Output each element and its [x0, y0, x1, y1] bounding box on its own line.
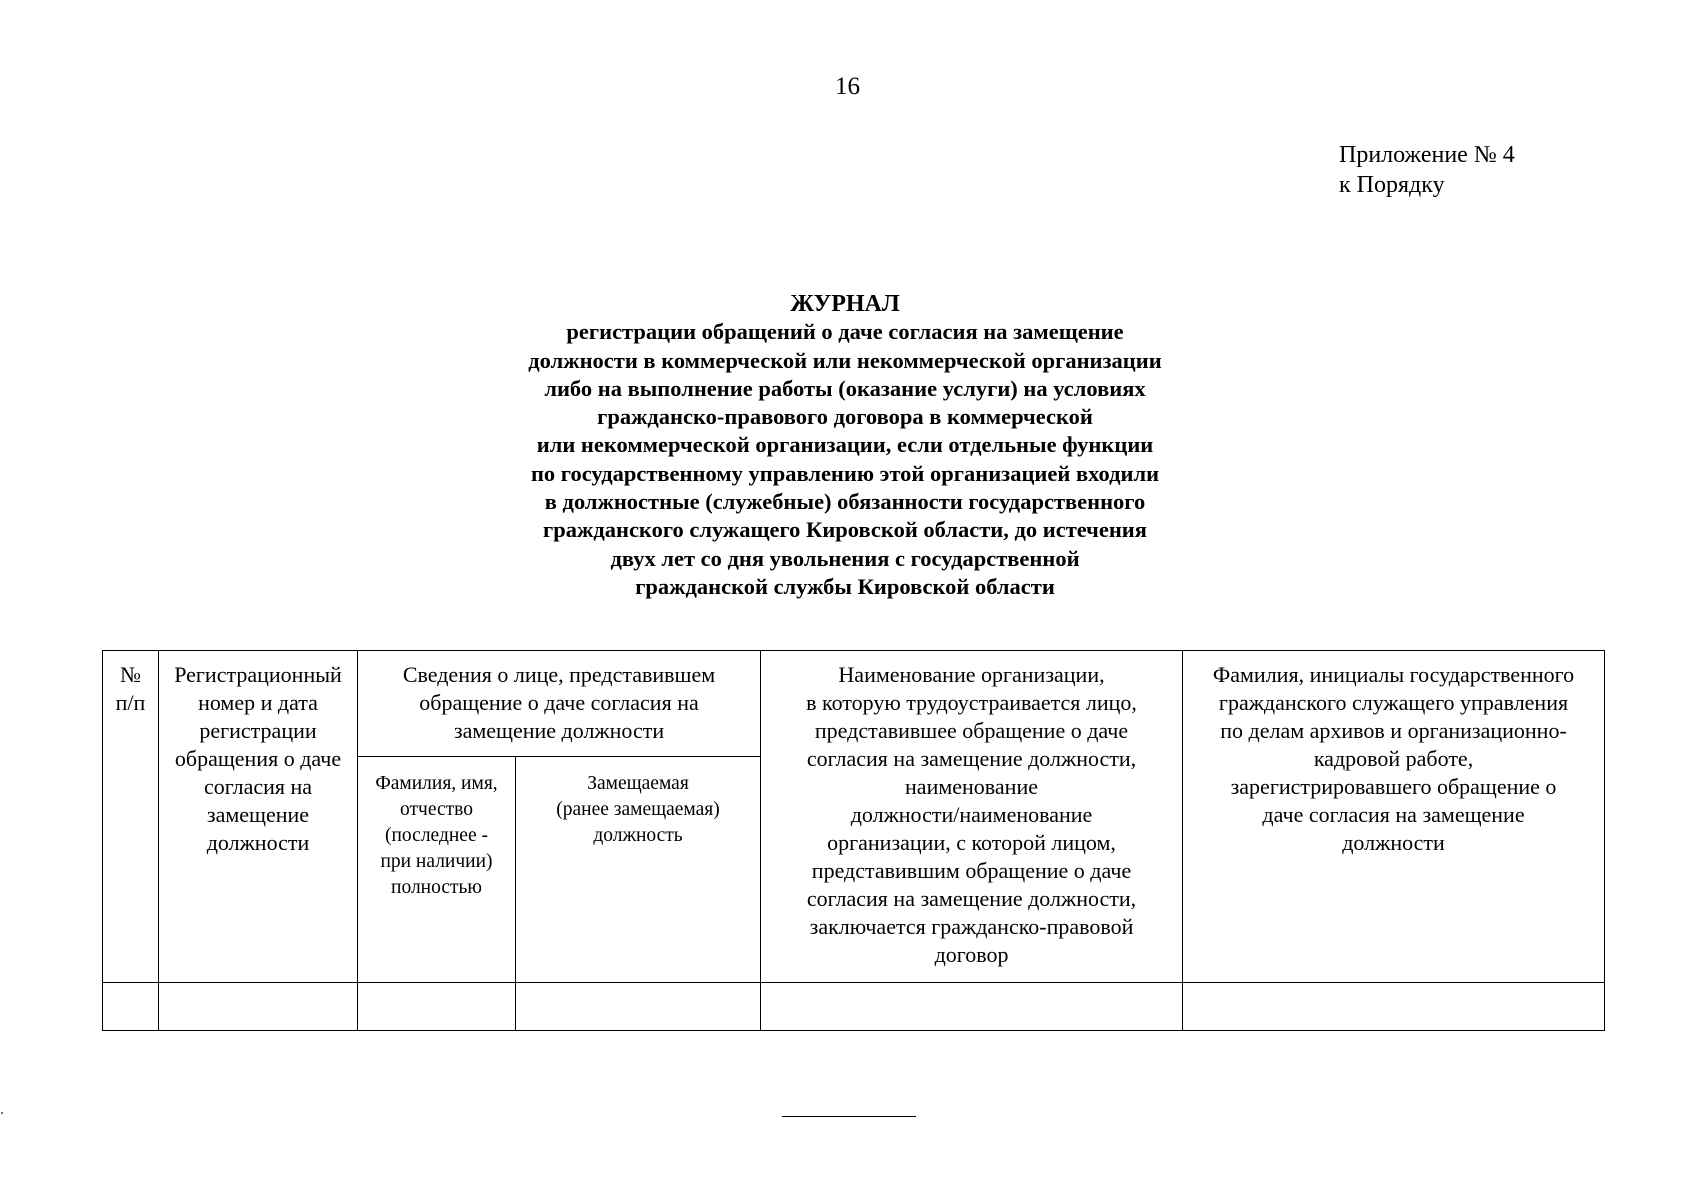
title-line: гражданско-правового договора в коммерческой [597, 404, 1093, 430]
header-text: обращение о даче согласия на [419, 690, 699, 715]
header-text: организации, с которой лицом, [827, 830, 1116, 855]
header-text: Фамилия, инициалы государственного [1212, 662, 1575, 687]
page-number: 16 [835, 73, 860, 100]
header-text: даче согласия на замещение [1262, 802, 1525, 827]
table-row [103, 983, 1605, 1031]
header-text: Наименование организации, [838, 662, 1105, 687]
header-text: (последнее - [385, 825, 488, 846]
title-main: ЖУРНАЛ [790, 291, 900, 317]
journal-table [102, 650, 1605, 1031]
header-text: зарегистрировавшего обращение о [1230, 774, 1557, 799]
title-line: гражданской службы Кировской области [635, 573, 1055, 599]
header-text: согласия на [203, 774, 313, 799]
header-text: договор [934, 942, 1009, 967]
header-text: заключается гражданско-правовой [809, 914, 1134, 939]
title-line: регистрации обращений о даче согласия на замещение [566, 319, 1124, 345]
header-text: должности/наименование [850, 802, 1093, 827]
title-line: в должностные (служебные) обязанности государственного [544, 489, 1146, 515]
table-cell [159, 983, 358, 1031]
scan-mark [1, 1112, 3, 1114]
appendix-note [1339, 140, 1515, 200]
header-text: (ранее замещаемая) [556, 799, 720, 820]
header-text: отчество [400, 799, 473, 820]
title-line: или некоммерческой организации, если отдельные функции [536, 432, 1154, 458]
header-text: п/п [115, 690, 146, 715]
title-line: должности в коммерческой или некоммерческой организации [528, 347, 1162, 373]
header-text: согласия на замещение должности, [806, 746, 1137, 771]
header-text: должность [593, 825, 683, 846]
table-header-row [103, 651, 1605, 757]
table-cell [1183, 983, 1605, 1031]
header-text: Фамилия, имя, [375, 773, 498, 794]
header-cell-number [103, 651, 159, 983]
table-cell [358, 983, 516, 1031]
header-cell-organization [761, 651, 1183, 983]
header-text: № [120, 662, 141, 687]
header-text: представившим обращение о даче [811, 858, 1132, 883]
header-text: представившее обращение о даче [814, 718, 1129, 743]
footer-rule [782, 1116, 916, 1117]
header-cell-registrar [1183, 651, 1605, 983]
appendix-line: к Порядку [1339, 172, 1445, 198]
header-text: гражданского служащего управления [1218, 690, 1569, 715]
header-text: согласия на замещение должности, [806, 886, 1137, 911]
header-cell-person-position [516, 757, 761, 983]
header-text: замещение должности [453, 718, 665, 743]
header-text: кадровой работе, [1313, 746, 1474, 771]
header-text: при наличии) [380, 851, 493, 872]
header-text: должности [1342, 830, 1445, 855]
header-text: регистрации [199, 718, 317, 743]
title-line: гражданского служащего Кировской области, до истечения [543, 517, 1147, 543]
header-cell-person-name [358, 757, 516, 983]
table-cell [516, 983, 761, 1031]
table-cell [761, 983, 1183, 1031]
header-text: обращения о даче [174, 746, 342, 771]
table-cell [103, 983, 159, 1031]
title-line: по государственному управлению этой организацией входили [530, 460, 1160, 486]
header-cell-person-group [358, 651, 761, 757]
title-line: двух лет со дня увольнения с государственной [610, 545, 1080, 571]
header-text: наименование [905, 774, 1038, 799]
header-text: Замещаемая [587, 773, 689, 794]
header-text: Сведения о лице, представившем [402, 662, 716, 687]
header-text: замещение [206, 802, 310, 827]
header-text: по делам архивов и организационно- [1220, 718, 1567, 743]
header-cell-registration [159, 651, 358, 983]
header-text: в которую трудоустраивается лицо, [806, 690, 1137, 715]
title-line: либо на выполнение работы (оказание услуги) на условиях [544, 375, 1146, 401]
header-text: полностью [391, 877, 482, 898]
appendix-line: Приложение № 4 [1339, 142, 1515, 168]
header-text: должности [206, 830, 310, 855]
header-text: номер и дата [198, 690, 318, 715]
document-title [300, 290, 1390, 601]
header-text: Регистрационный [174, 662, 342, 687]
